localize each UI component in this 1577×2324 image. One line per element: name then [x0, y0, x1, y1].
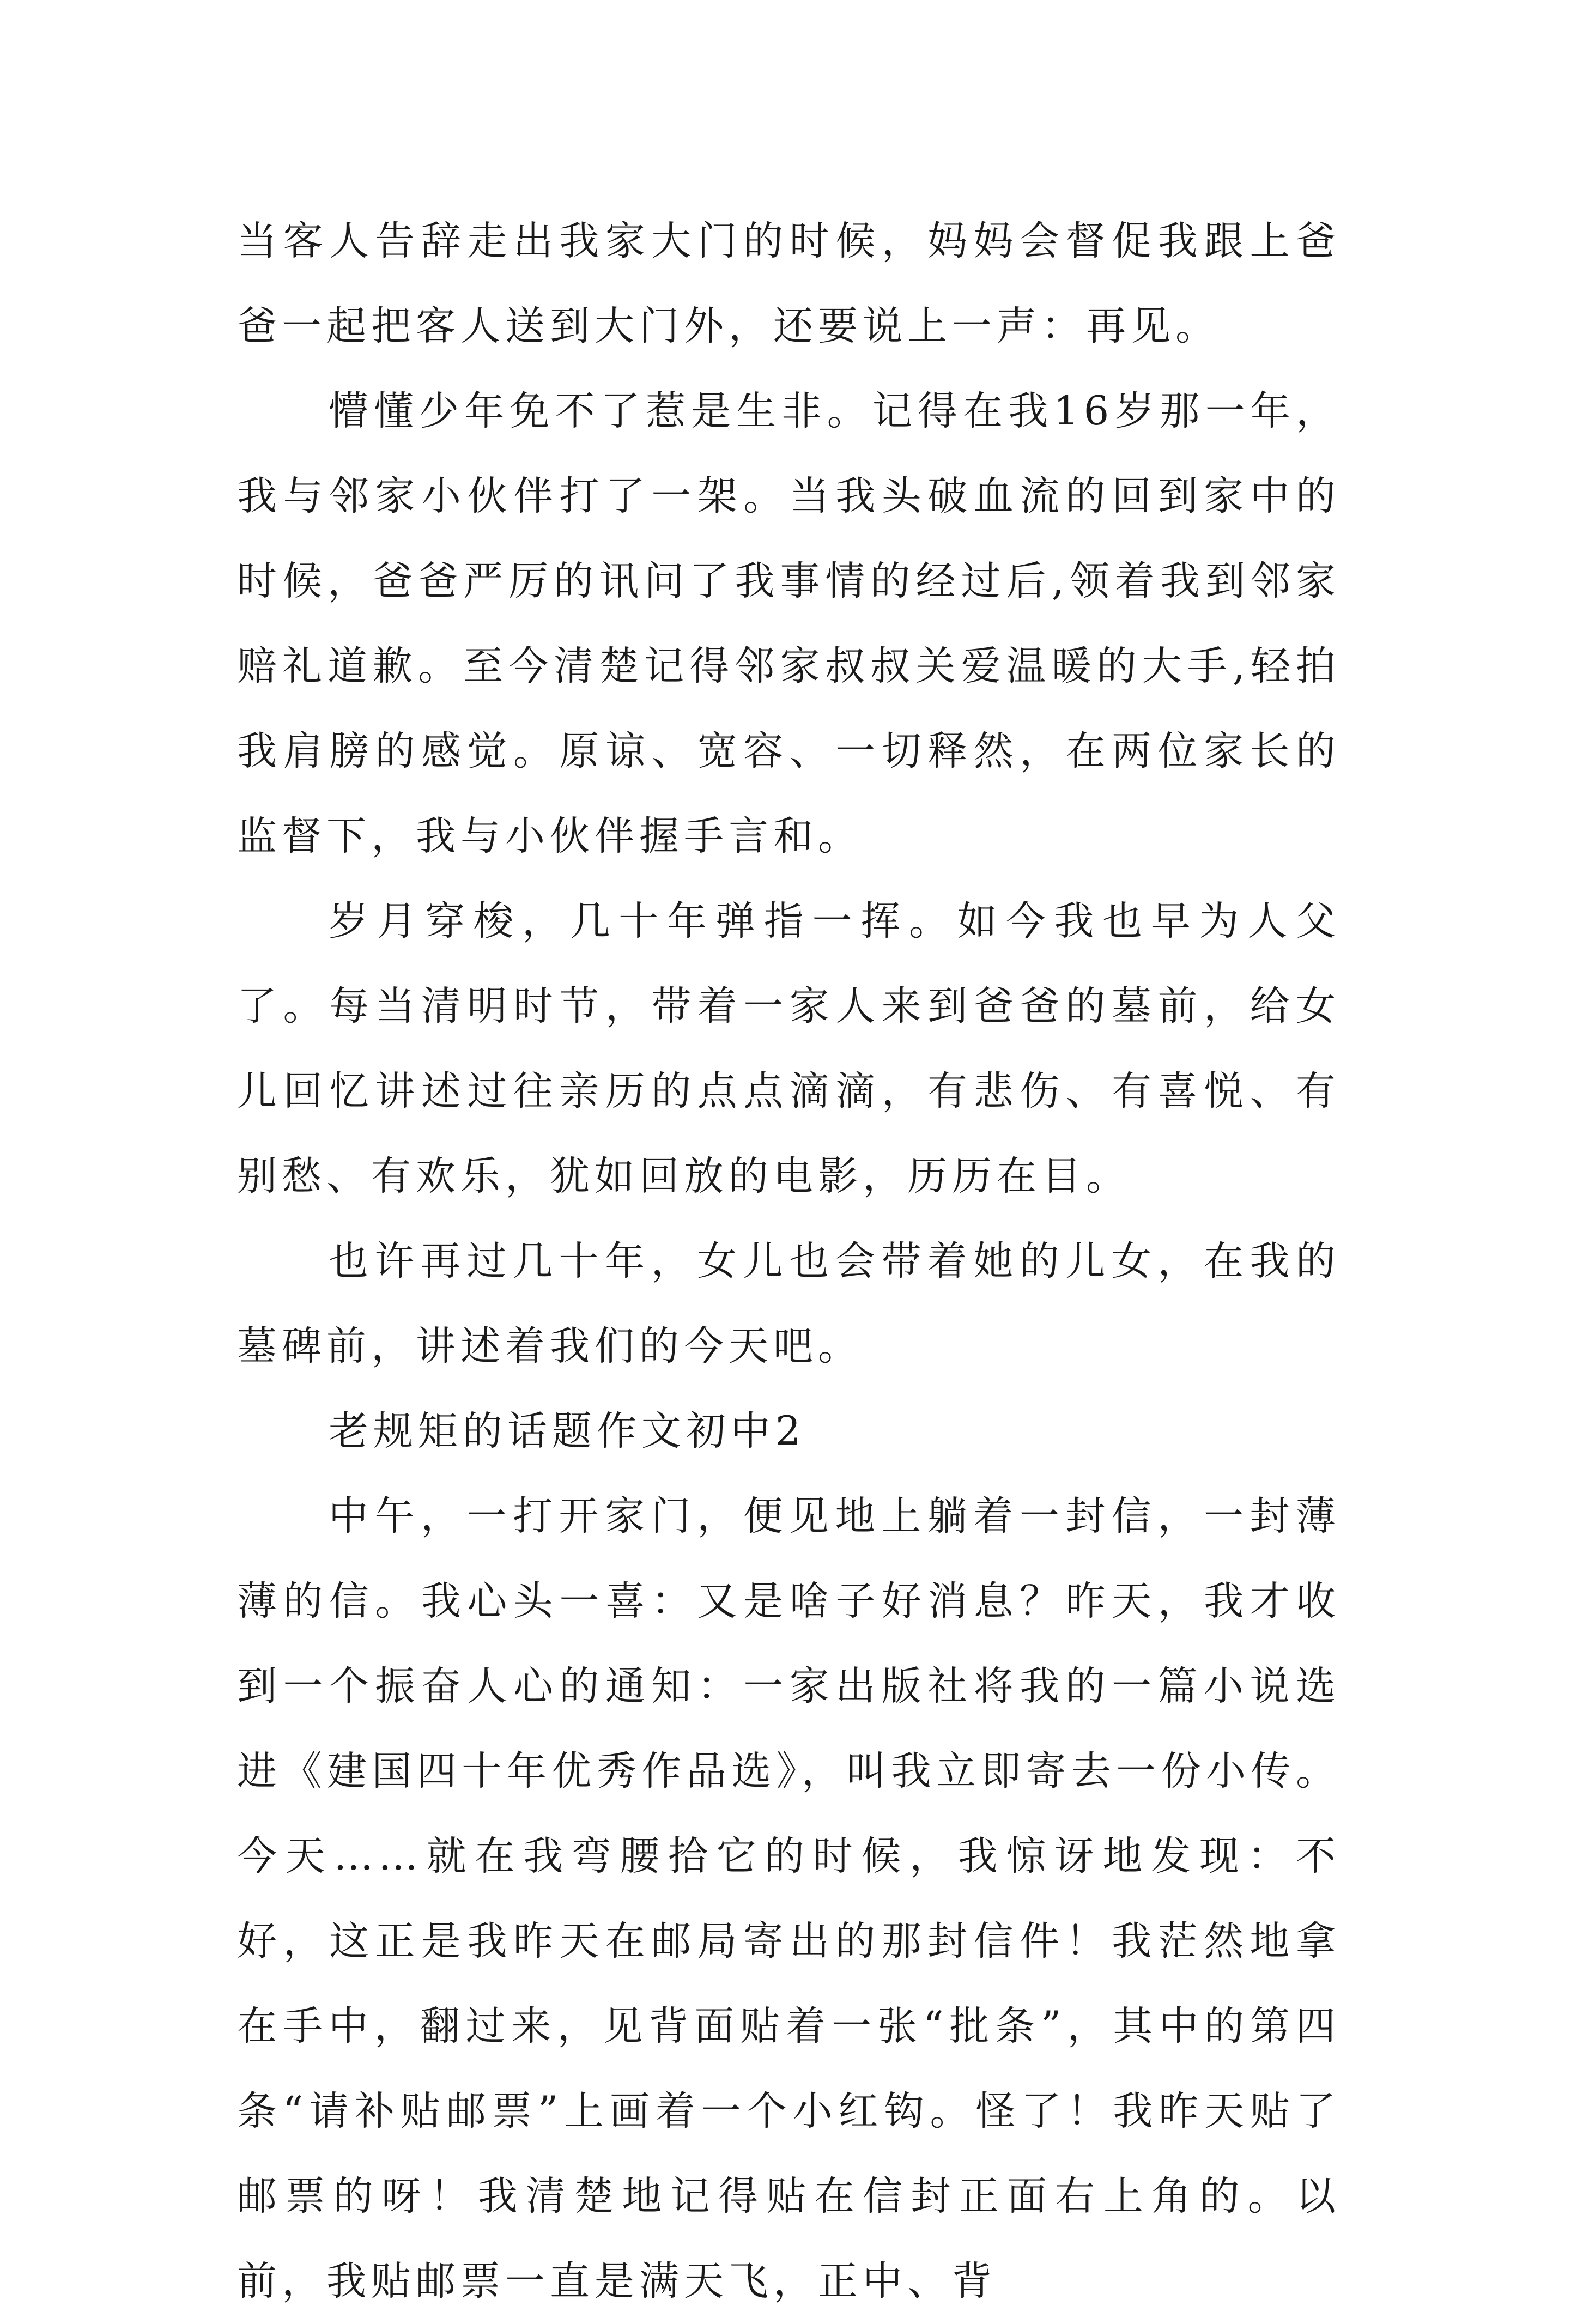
paragraph-4: 也许再过几十年，女儿也会带着她的儿女，在我的墓碑前，讲述着我们的今天吧。	[237, 1238, 1341, 1369]
section-heading: 老规矩的话题作文初中2	[328, 1408, 806, 1454]
paragraph-2: 懵懂少年免不了惹是生非。记得在我16岁那一年，我与邻家小伙伴打了一架。当我头破血流的回到家中的时候，爸爸严厉的讯问了我事情的经过后,领着我到邻家赔礼道歉。至今清楚记得邻家叔叔关爱温暖的大手,轻拍我肩膀的感觉。原谅、宽容、一切释然，在两位家长的监督下，我与小伙伴握手言和。	[237, 388, 1341, 859]
paragraph-6: 中午，一打开家门，便见地上躺着一封信，一封薄薄的信。我心头一喜：又是啥子好消息？昨天，我才收到一个振奋人心的通知：一家出版社将我的一篇小说选进《建国四十年优秀作品选》，叫我立即寄去一份小传。今天……就在我弯腰拾它的时候，我惊讶地发现：不好，这正是我昨天在邮局寄出的那封信件！我茫然地拿在手中，翻过来，见背面贴着一张“批条”，其中的第四条“请补贴邮票”上画着一个小红钩。怪了！我昨天贴了邮票的呀！我清楚地记得贴在信封正面右上角的。以前，我贴邮票一直是满天飞，正中、背	[237, 1493, 1341, 2304]
document-body	[237, 199, 1341, 2324]
paragraph-1: 当客人告辞走出我家大门的时候，妈妈会督促我跟上爸爸一起把客人送到大门外，还要说上一声：再见。	[237, 218, 1341, 349]
paragraph-3: 岁月穿梭，几十年弹指一挥。如今我也早为人父了。每当清明时节，带着一家人来到爸爸的墓前，给女儿回忆讲述过往亲历的点点滴滴，有悲伤、有喜悦、有别愁、有欢乐，犹如回放的电影，历历在目。	[237, 898, 1341, 1199]
